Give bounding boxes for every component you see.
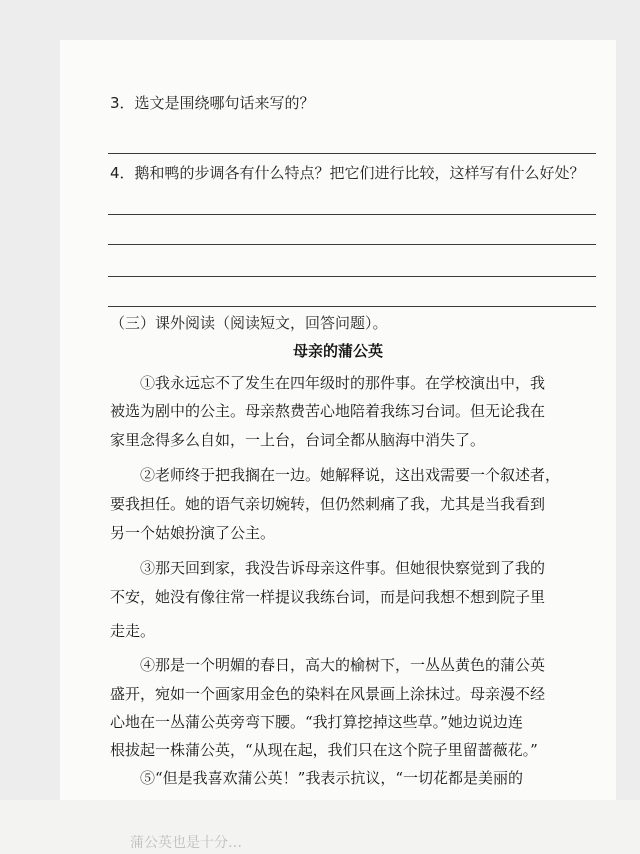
next-page-edge xyxy=(0,800,640,854)
passage-line: 不安，她没有像往常一样提议我练台词，而是问我想不想到院子里 xyxy=(110,588,546,606)
question-4: 4．鹅和鸭的步调各有什么特点？把它们进行比较，这样写有什么好处？ xyxy=(110,164,585,182)
passage-line: 走走。 xyxy=(110,622,156,640)
passage-line: ①我永远忘不了发生在四年级时的那件事。在学校演出中，我 xyxy=(140,374,546,392)
answer-line xyxy=(108,244,596,245)
question-3: 3．选文是围绕哪句话来写的？ xyxy=(110,94,315,112)
passage-line: 另一个姑娘扮演了公主。 xyxy=(110,524,276,542)
passage-line: ④那是一个明媚的春日，高大的榆树下，一丛丛黄色的蒲公英 xyxy=(140,656,546,674)
section-heading: （三）课外阅读（阅读短文，回答问题）。 xyxy=(110,314,388,332)
passage-line: 要我担任。她的语气亲切婉转，但仍然刺痛了我，尤其是当我看到 xyxy=(110,495,546,513)
passage-line: 家里念得多么自如，一上台，台词全都从脑海中消失了。 xyxy=(110,431,486,449)
answer-line xyxy=(108,306,596,307)
answer-line xyxy=(108,214,596,215)
answer-line xyxy=(108,153,596,154)
worksheet-page xyxy=(60,40,616,800)
answer-line xyxy=(108,276,596,277)
passage-line: 根拔起一株蒲公英，“从现在起，我们只在这个院子里留蔷薇花。” xyxy=(110,741,538,759)
passage-line: ⑤“但是我喜欢蒲公英！”我表示抗议，“一切花都是美丽的 xyxy=(140,769,524,787)
passage-line: 心地在一丛蒲公英旁弯下腰。“我打算挖掉这些草。”她边说边连 xyxy=(110,713,523,731)
passage-line: ②老师终于把我搁在一边。她解释说，这出戏需要一个叙述者， xyxy=(140,466,561,484)
passage-line: 盛开，宛如一个画家用金色的染料在风景画上涂抹过。母亲漫不经 xyxy=(110,685,546,703)
passage-line: ③那天回到家，我没告诉母亲这件事。但她很快察觉到了我的 xyxy=(140,559,546,577)
passage-line: 被选为剧中的公主。母亲熬费苦心地陪着我练习台词。但无论我在 xyxy=(110,402,546,420)
next-page-fragment: 蒲公英也是十分… xyxy=(130,835,242,851)
passage-title: 母亲的蒲公英 xyxy=(292,342,383,360)
